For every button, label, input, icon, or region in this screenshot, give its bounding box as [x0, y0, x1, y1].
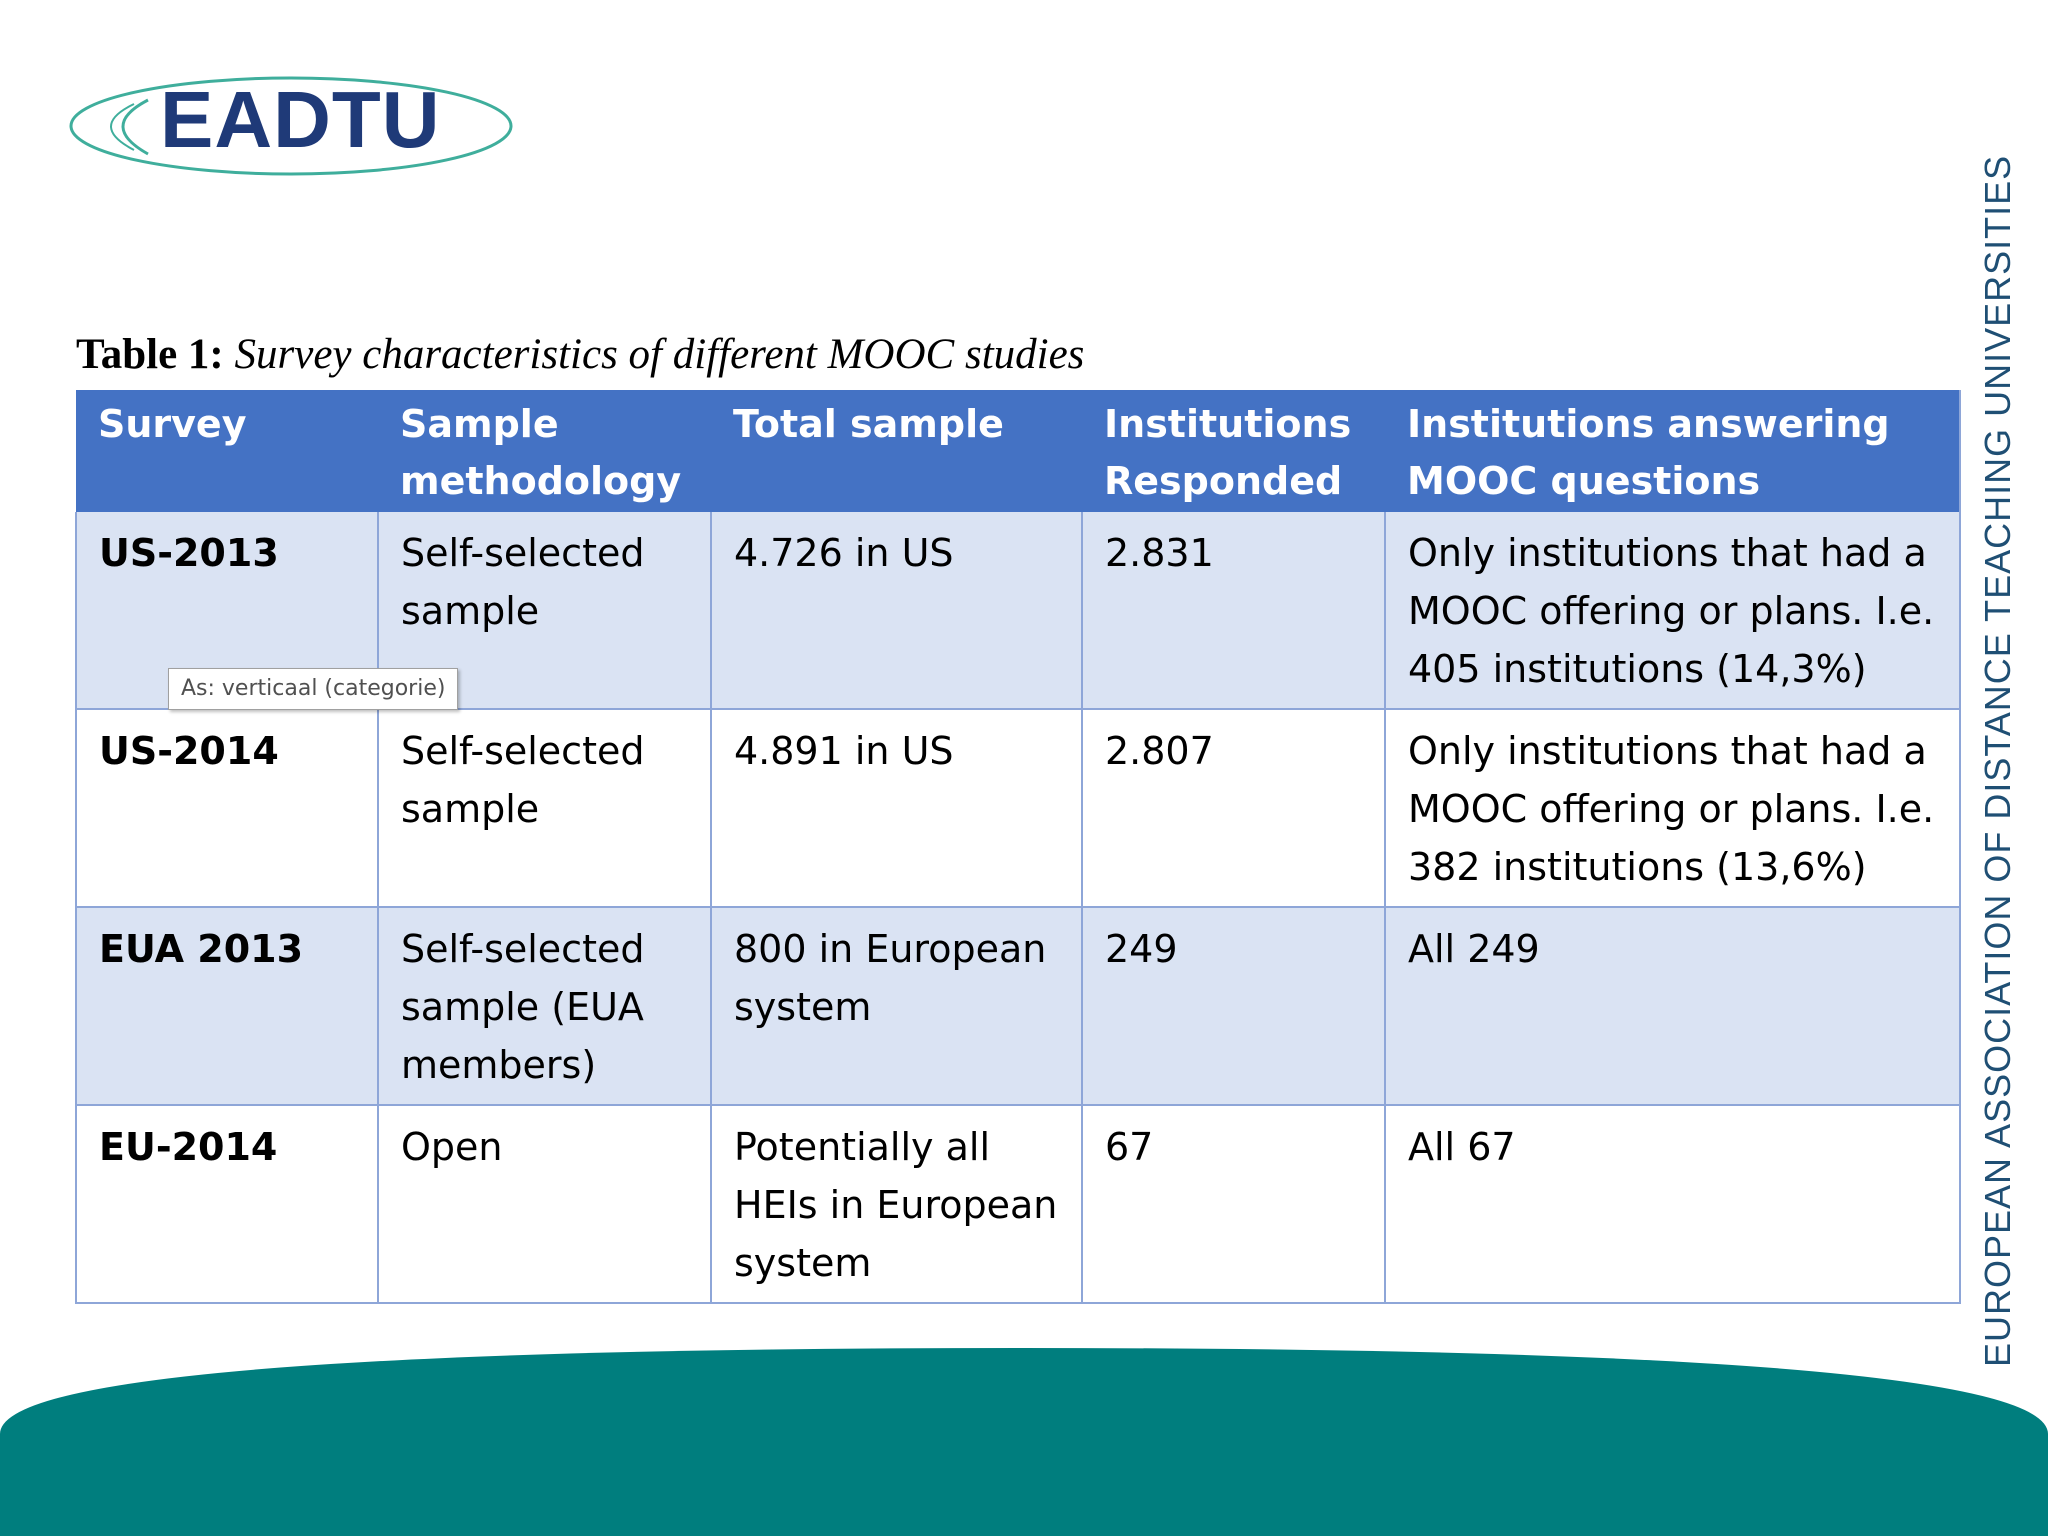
caption-label: Table 1: [76, 331, 224, 378]
cell-institutions-answering: All 249 [1385, 907, 1960, 1105]
cell-institutions-responded: 67 [1082, 1105, 1385, 1303]
cell-institutions-responded: 249 [1082, 907, 1385, 1105]
cell-total-sample: 800 in European system [711, 907, 1082, 1105]
table-row [76, 709, 1960, 907]
caption-title: Survey characteristics of different MOOC studies [234, 331, 1085, 378]
cell-survey: US-2013 [76, 512, 378, 709]
cell-sample-methodology: Open [378, 1105, 711, 1303]
cell-institutions-answering: All 67 [1385, 1105, 1960, 1303]
header-total-sample: Total sample [711, 390, 1082, 512]
cell-institutions-answering: Only institutions that had a MOOC offering or plans. I.e. 405 institutions (14,3%) [1385, 512, 1960, 709]
cell-survey: US-2014 [76, 709, 378, 907]
cell-survey: EUA 2013 [76, 907, 378, 1105]
table-row [76, 907, 1960, 1105]
cell-total-sample: 4.726 in US [711, 512, 1082, 709]
table-row [76, 1105, 1960, 1303]
cell-survey: EU-2014 [76, 1105, 378, 1303]
cell-sample-methodology: Self-selected sample [378, 709, 711, 907]
cell-total-sample: 4.891 in US [711, 709, 1082, 907]
axis-tooltip: As: verticaal (categorie) [168, 668, 458, 710]
footer-arc [0, 1340, 2048, 1536]
header-survey: Survey [76, 390, 378, 512]
logo-text: EADTU [160, 75, 441, 164]
header-institutions-responded: Institutions Responded [1082, 390, 1385, 512]
organization-name: EUROPEAN ASSOCIATION OF DISTANCE TEACHING UNIVERSITIES [1977, 154, 2018, 1367]
table-caption [76, 330, 1084, 379]
cell-total-sample: Potentially all HEIs in European system [711, 1105, 1082, 1303]
cell-institutions-responded: 2.807 [1082, 709, 1385, 907]
cell-sample-methodology: Self-selected sample [378, 512, 711, 709]
header-institutions-answering: Institutions answering MOOC questions [1385, 390, 1960, 512]
table-header-row [76, 390, 1960, 512]
cell-sample-methodology: Self-selected sample (EUA members) [378, 907, 711, 1105]
header-sample-methodology: Sample methodology [378, 390, 711, 512]
cell-institutions-answering: Only institutions that had a MOOC offering or plans. I.e. 382 institutions (13,6%) [1385, 709, 1960, 907]
cell-institutions-responded: 2.831 [1082, 512, 1385, 709]
survey-table [75, 390, 1961, 1304]
eadtu-logo [68, 74, 514, 178]
